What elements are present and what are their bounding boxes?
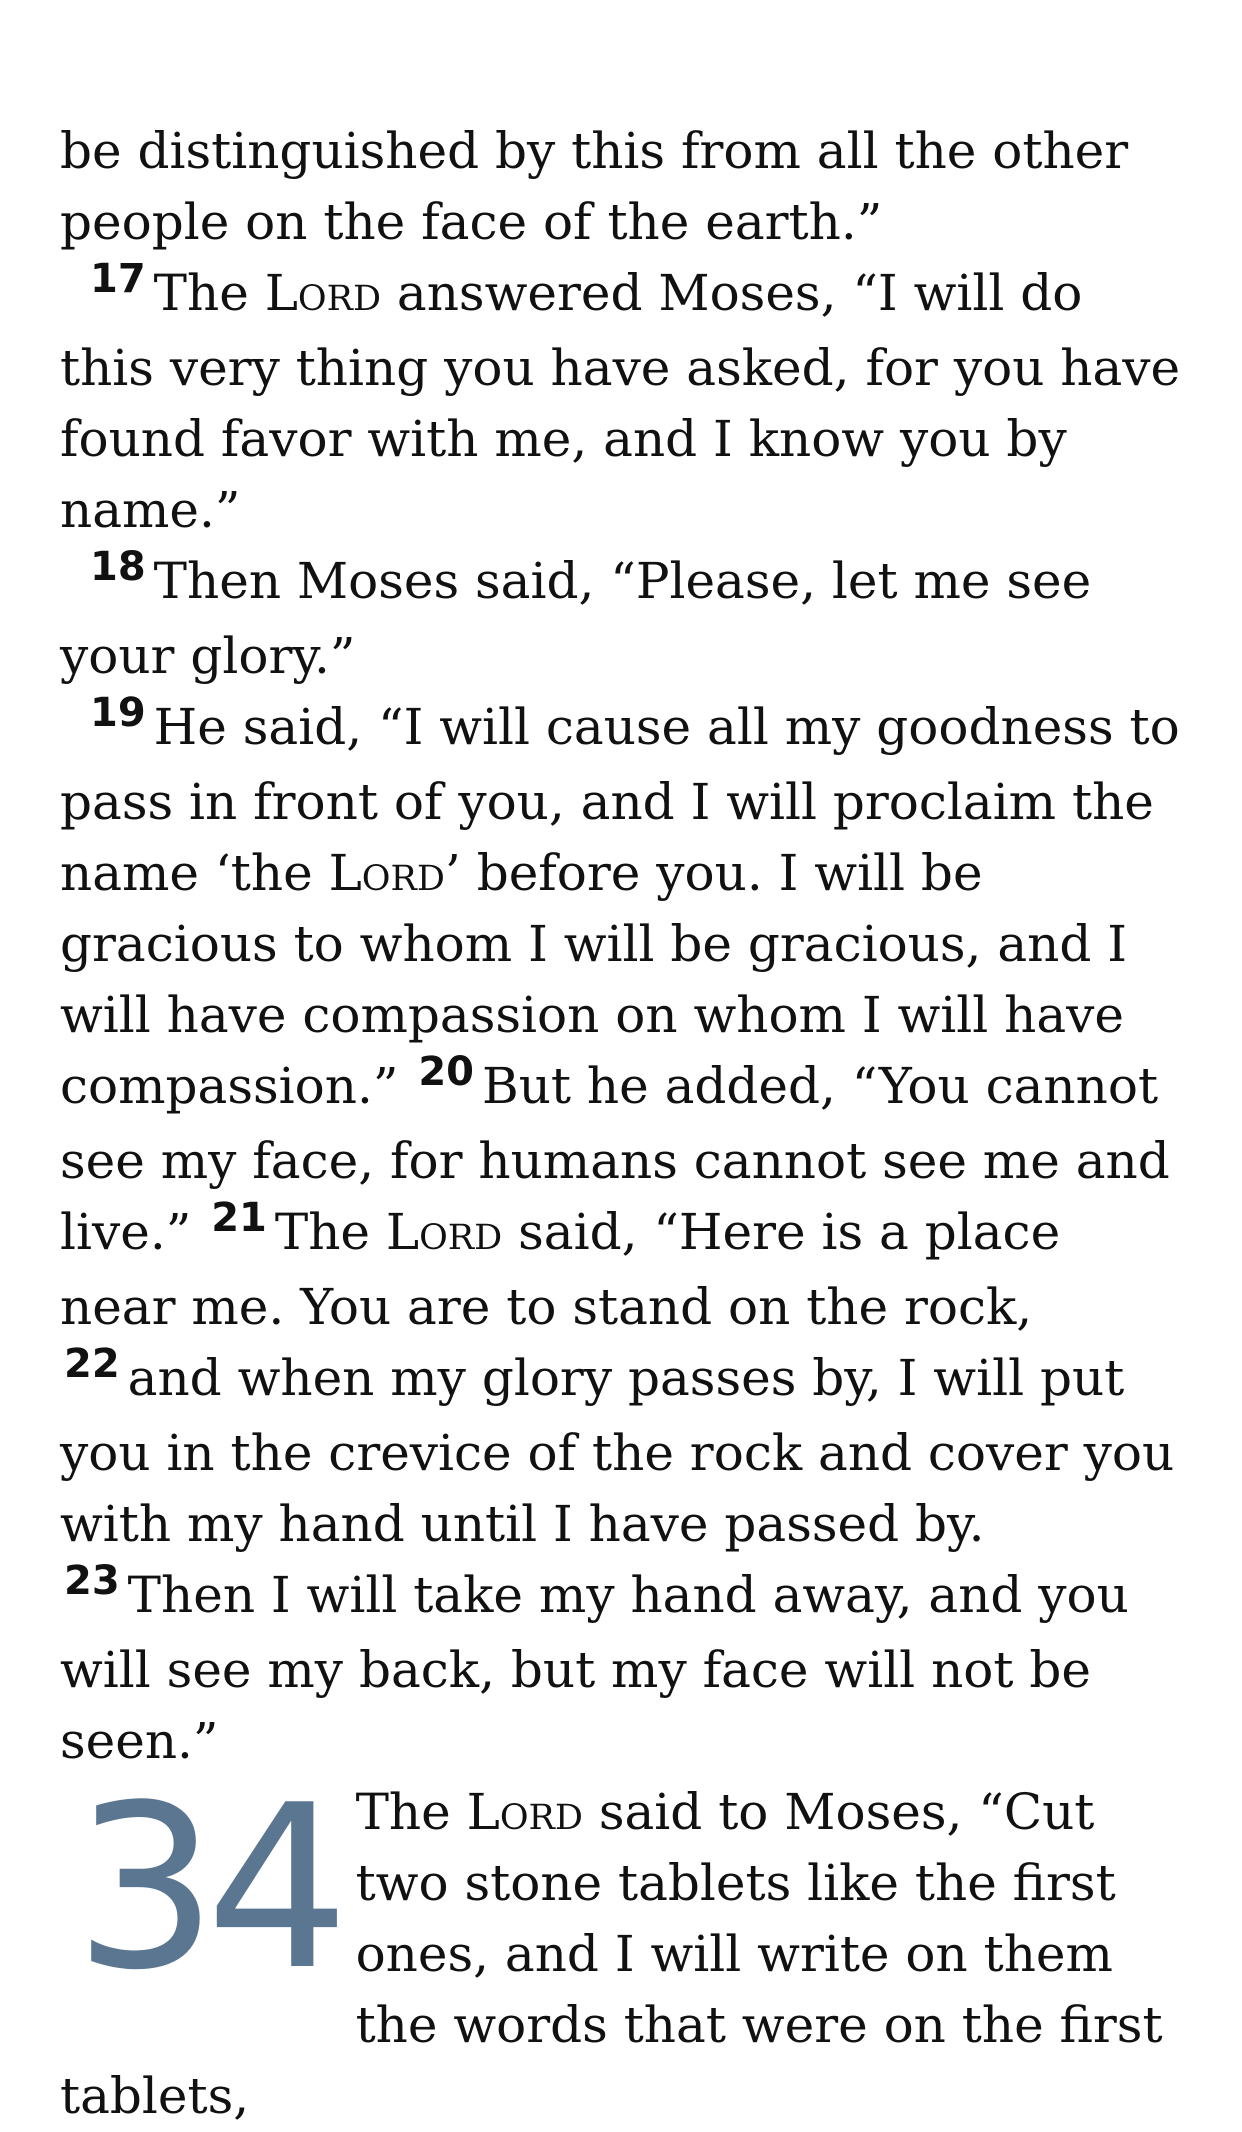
continued-verse-text bbox=[60, 116, 1190, 258]
verse-number-18[interactable]: 18 bbox=[90, 544, 146, 590]
verse-19-text-b: ’ before you. I will be gracious to whom I will be gracious, and I will have compassion on whom I will have compassion.” bbox=[60, 844, 1127, 1115]
verse-17-text-b: answered Moses, “I will do this very thing you have asked, for you have found favor with me, and I know you by name.” bbox=[60, 264, 1181, 539]
verse-17-text-a: The bbox=[153, 264, 265, 322]
verse-20-text: But he added, “You cannot see my face, for humans cannot see me and live.” bbox=[60, 1057, 1170, 1261]
verse-number-22[interactable]: 22 bbox=[64, 1341, 120, 1387]
verse-18 bbox=[60, 546, 1190, 692]
verse-16-ending: be distinguished by this from all the other people on the face of the earth.” bbox=[60, 122, 1129, 251]
bible-reader-text bbox=[60, 116, 1190, 2132]
verse-18-text: Then Moses said, “Please, let me see your glory.” bbox=[60, 552, 1092, 685]
verse-23-text: Then I will take my hand away, and you will see my back, but my face will not be seen.” bbox=[60, 1566, 1129, 1770]
divine-name-lord: Lord bbox=[385, 1203, 503, 1261]
verse-number-20[interactable]: 20 bbox=[418, 1049, 474, 1095]
verse-19-to-23 bbox=[60, 692, 1190, 1777]
chapter-34-opening bbox=[60, 1757, 1190, 2132]
verse-17 bbox=[60, 258, 1190, 546]
divine-name-lord: Lord bbox=[466, 1783, 583, 1841]
chapter-number[interactable]: 34 bbox=[74, 1757, 338, 2020]
verse-19-text-a: He said, “I will cause all my goodness to pass in front of you, and I will proclaim the name ‘the bbox=[60, 698, 1180, 902]
verse-number-17[interactable]: 17 bbox=[90, 256, 146, 302]
chapter-34-text-a: The bbox=[355, 1783, 467, 1841]
verse-22-text: and when my glory passes by, I will put you in the crevice of the rock and cover you with my hand until I have passed by. bbox=[60, 1349, 1175, 1553]
verse-number-19[interactable]: 19 bbox=[90, 690, 146, 736]
verse-21-text-a: The bbox=[274, 1203, 386, 1261]
divine-name-lord: Lord bbox=[264, 264, 382, 322]
verse-21-text-b: said, “Here is a place near me. You are to stand on the rock, bbox=[60, 1203, 1061, 1336]
chapter-34-text-b: said to Moses, “Cut two stone tablets like the first ones, and I will write on them the words that were on the first tablets, bbox=[60, 1783, 1163, 2125]
verse-number-21[interactable]: 21 bbox=[211, 1195, 267, 1241]
divine-name-lord: Lord bbox=[328, 844, 445, 902]
verse-number-23[interactable]: 23 bbox=[64, 1558, 120, 1604]
